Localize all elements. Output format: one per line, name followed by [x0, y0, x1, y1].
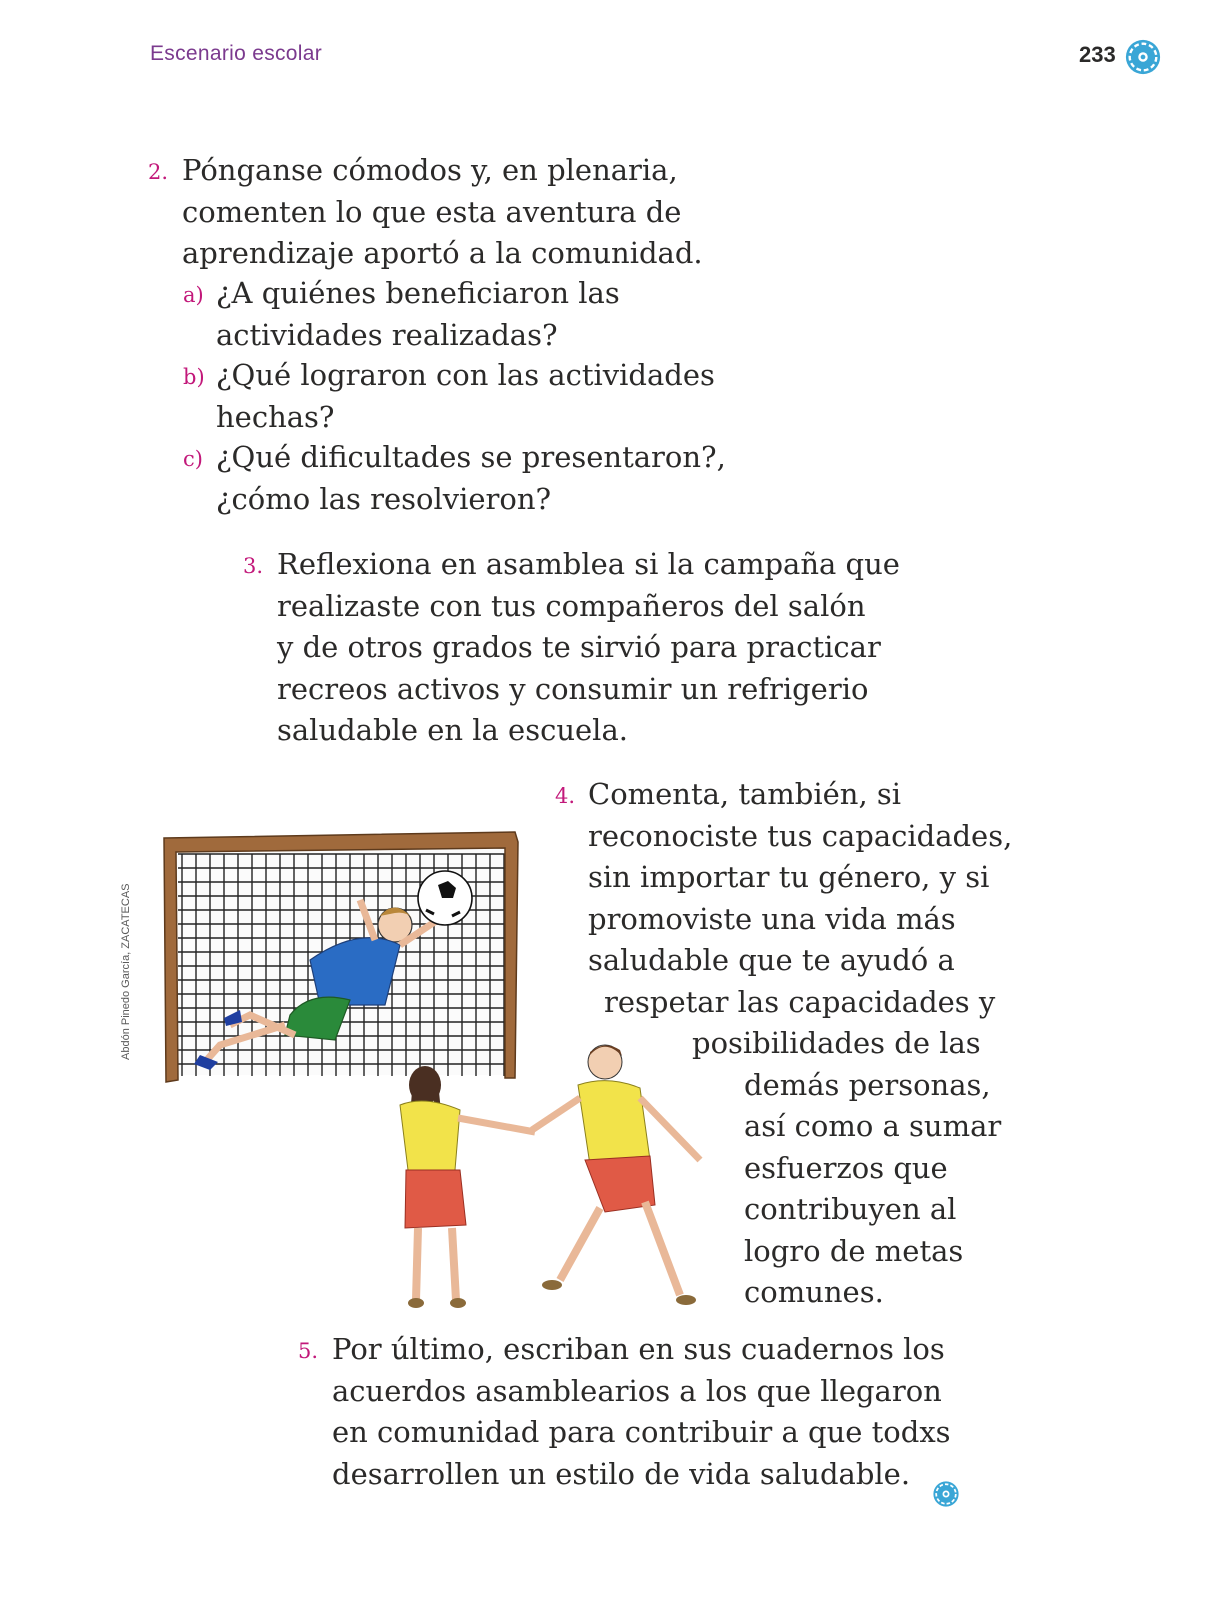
item-4-number: 4.	[555, 784, 576, 808]
item-4-line: contribuyen al	[744, 1192, 957, 1226]
item-4-line: sin importar tu género, y si	[588, 860, 990, 894]
item-2-line: aprendizaje aportó a la comunidad.	[182, 236, 703, 270]
item-2-line: comenten lo que esta aventura de	[182, 194, 682, 229]
item-4-line: respetar las capacidades y	[604, 984, 996, 1019]
item-5-line: acuerdos asamblearios a los que llegaron	[332, 1373, 942, 1408]
item-2-line: Pónganse cómodos y, en plenaria,	[182, 153, 678, 187]
sub-c-line: ¿cómo las resolvieron?	[216, 481, 552, 516]
sub-a-letter: a)	[183, 283, 204, 307]
item-3-line: y de otros grados te sirvió para practicar	[277, 630, 881, 664]
item-4-line: demás personas,	[744, 1067, 991, 1102]
sub-b-letter: b)	[183, 365, 205, 389]
soccer-ball	[418, 871, 472, 925]
illustration-credit: Abdón Pinedo García, ZACATECAS	[120, 883, 132, 1060]
item-4-line: esfuerzos que	[744, 1150, 948, 1185]
sub-a-line: ¿A quiénes beneficiaron las	[216, 276, 620, 310]
item-3-line: realizaste con tus compañeros del salón	[277, 588, 866, 623]
item-2-number: 2.	[148, 160, 169, 184]
item-3-line: Reflexiona en asamblea si la campaña que	[277, 547, 900, 581]
sub-c-letter: c)	[183, 447, 203, 471]
item-4-line: así como a sumar	[744, 1109, 1002, 1143]
item-3-line: recreos activos y consumir un refrigerio	[277, 671, 869, 706]
flower-badge-icon	[1124, 38, 1162, 76]
flower-badge-icon	[932, 1480, 960, 1508]
sub-b-line: ¿Qué lograron con las actividades	[216, 358, 715, 392]
page-number: 233	[1079, 42, 1116, 67]
item-5-line: Por último, escriban en sus cuadernos los	[332, 1332, 945, 1366]
girl-player	[400, 1066, 535, 1308]
item-4-line: promoviste una vida más	[588, 901, 956, 936]
sub-c-line: ¿Qué dificultades se presentaron?,	[216, 440, 726, 474]
item-5-line: desarrollen un estilo de vida saludable.	[332, 1456, 911, 1491]
sub-b-line: hechas?	[216, 399, 335, 434]
item-4-line: saludable que te ayudó a	[588, 943, 955, 977]
item-4-line: reconociste tus capacidades,	[588, 818, 1013, 853]
item-5-line: en comunidad para contribuir a que todxs	[332, 1415, 951, 1449]
header-section-title: Escenario escolar	[150, 42, 323, 65]
item-4-line: comunes.	[744, 1275, 884, 1309]
item-4-line: logro de metas	[744, 1233, 964, 1268]
item-4-line: posibilidades de las	[692, 1026, 981, 1060]
item-3-line: saludable en la escuela.	[277, 713, 628, 747]
item-4-line: Comenta, también, si	[588, 777, 902, 811]
item-3-number: 3.	[243, 554, 264, 578]
item-5-number: 5.	[298, 1339, 319, 1363]
sub-a-line: actividades realizadas?	[216, 317, 558, 352]
